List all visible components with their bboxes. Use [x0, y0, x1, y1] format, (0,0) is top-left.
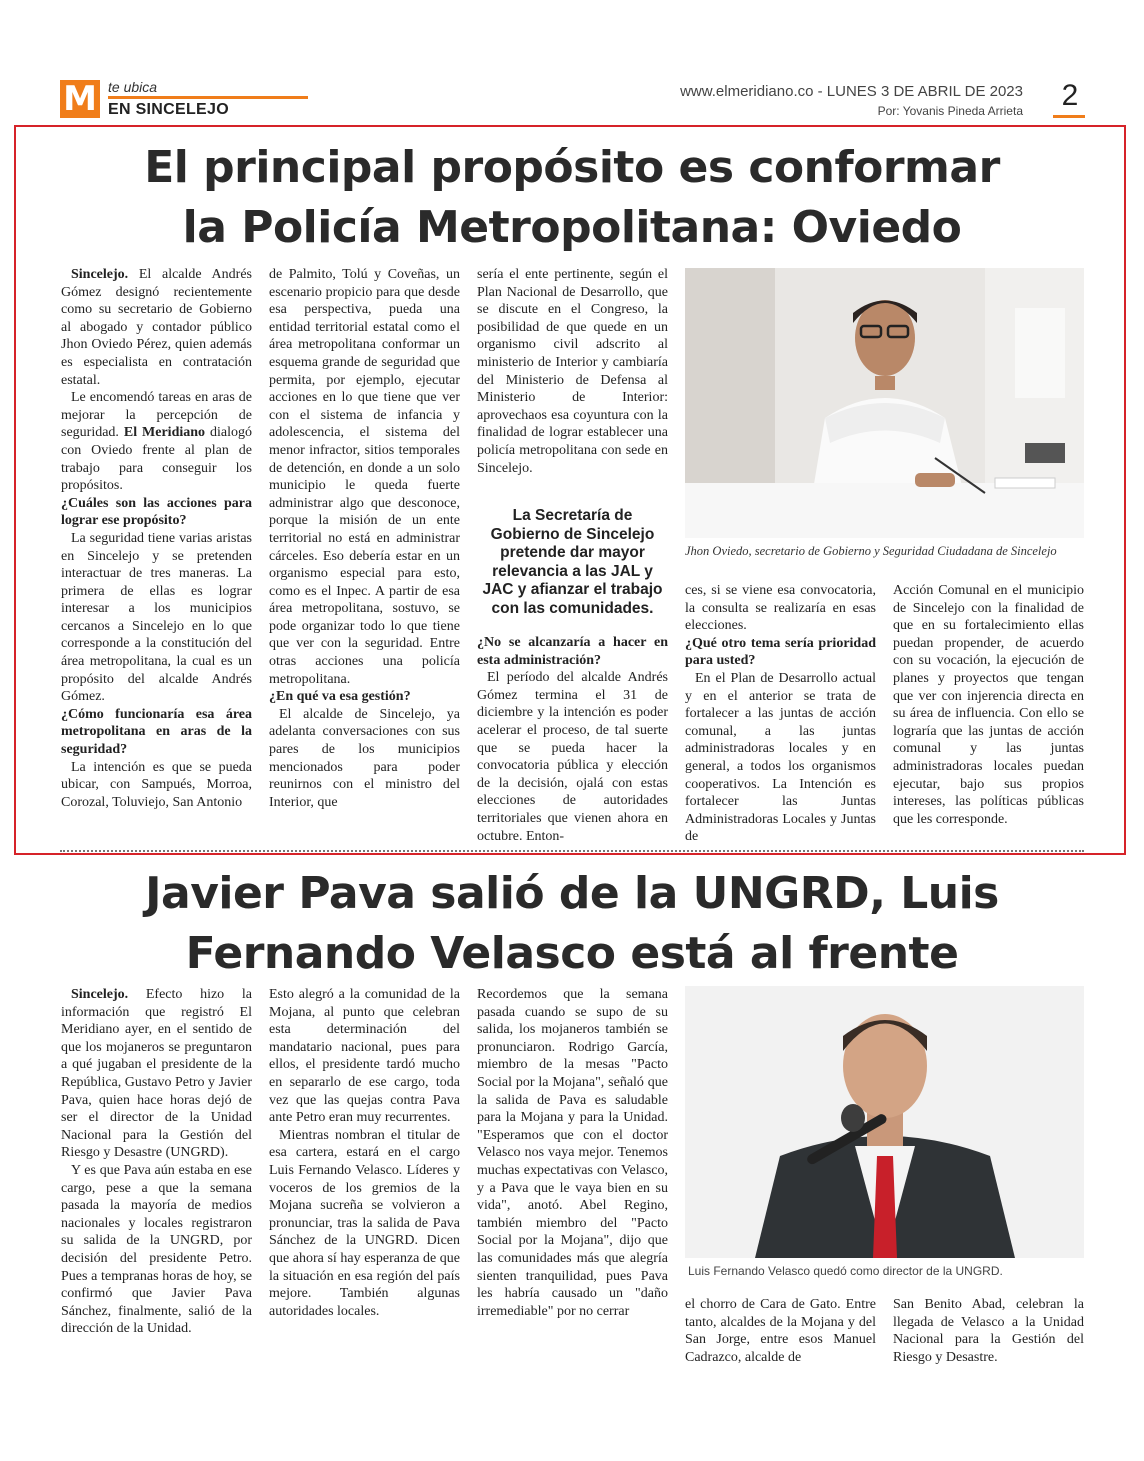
article1-column-3: [477, 266, 668, 477]
interview-question: ¿No se alcanzaría a hacer en esta administración?: [477, 635, 668, 668]
paragraph: ces, si se viene esa convocatoria, la consulta se realizaría en esas elecciones.: [685, 583, 876, 634]
paragraph: Recordemos que la semana pasada cuando se supo de su salida, los mojaneros también se pronunciaron. Rodrigo García, miembro de la mesas "Pacto Social por la Mojana", señaló que la salida de Pava es saludable para la Mojana y para la Unidad. "Esperamos que con el doctor Velasco nos vaya mejor. Tenemos muchas expectativas con Velasco, y a Pava que le vaya bien en su vida", anotó. Abel Regino, también miembro del "Pacto Social por la Mojana", dijo que las comunidades más que alegría sienten tranquilidad, pues Pava les habría causado un "daño irremediable" por no cerrar: [477, 987, 668, 1319]
article2-headline-line1: Javier Pava salió de la UNGRD, Luis: [145, 868, 999, 919]
dateline: www.elmeridiano.co - LUNES 3 DE ABRIL DE 2023: [680, 83, 1023, 100]
interview-question: ¿Cuáles son las acciones para lograr ese propósito?: [61, 495, 252, 529]
paragraph: el chorro de Cara de Gato. Entre tanto, alcaldes de la Mojana y del San Jorge, entre esos Manuel Cadrazco, alcalde de: [685, 1297, 876, 1365]
paragraph: de Palmito, Tolú y Coveñas, un escenario propicio para que desde esa perspectiva, pueda una entidad territorial estatal como el área metropolitana conformar un esquema grande de seguridad que permita, por ejemplo, ejecutar acciones en lo que tiene que ver con el sistema de infancia y adolescencia, el sistema del menor infractor, sitios temporales de detención, en donde a un solo municipio le queda fuerte administrar algo que desconoce, porque la misión de un ente territorial no está en administrar cárceles. Eso debería estar en un organismo especial para esto, como es el Inpec. A partir de esa área metropolitana, sostuvo, se pode organizar todo lo que tiene que ver con la seguridad. Entre otras acciones una policía metropolitana.: [269, 267, 460, 687]
velasco-photo: [685, 986, 1084, 1258]
interview-question: ¿Cómo funcionaría esa área metropolitana en aras de la seguridad?: [61, 706, 252, 758]
paragraph: El alcalde Andrés Gómez designó recientemente como su secretario de Gobierno al abogado y contador público Jhon Oviedo Pérez, quien además es especialista en contratación estatal.: [61, 267, 252, 388]
paragraph: Mientras nombran el titular de esa cartera, estará en el cargo Luis Fernando Velasco. Líderes y voceros de los gremios de la Mojana sucreña se volvieron a pronunciar, tras la salida de Pava Sánchez de la UNGRD. Dicen que ahora sí hay esperanza de que la situación en esa región del país mejore. También algunas autoridades locales.: [269, 1127, 460, 1319]
article2-column-1: [61, 986, 252, 1338]
dateline-lead: Sincelejo.: [71, 987, 129, 1002]
pull-quote: La Secretaría de Gobierno de Sincelejo pretende dar mayor relevancia a las JAL y JAC y afianzar el trabajo con las comunidades.: [482, 507, 663, 617]
paragraph: sería el ente pertinente, según el Plan Nacional de Desarrollo, que se discute en el Congreso, la posibilidad de que quede en un organismo civil adscrito al ministerio de Interior y cambiaría del Ministerio de Defensa al Ministerio de Interior: aprovechaos esa coyuntura con la finalidad de lograr establecer una policía metropolitana con sede en Sincelejo.: [477, 267, 668, 476]
photo-caption: Luis Fernando Velasco quedó como director de la UNGRD.: [688, 1264, 1003, 1278]
page-number-rule: [1053, 115, 1085, 118]
paper-name: El Meridiano: [123, 425, 206, 441]
article1-column-4: [685, 582, 876, 846]
article2-headline: [40, 864, 1104, 984]
interview-question: ¿Qué otro tema sería prioridad para usted?: [685, 635, 876, 669]
paragraph: Y es que Pava aún estaba en ese cargo, pese a que la semana pasada la mayoría de medios nacionales y locales registraron su salida de la UNGRD, por decisión del presidente Petro. Pues a tempranas horas de hoy, se confirmó que Javier Pava Sánchez, finalmente, salió de la dirección de la Unidad.: [61, 1162, 252, 1337]
paragraph: Esto alegró a la comunidad de la Mojana, al punto que celebran esta determinación del mandatario nacional, pues para ellos, el presidente tardó mucho en separarlo de ese cargo, toda vez que las quejas contra Pava ante Petro eran muy recurrentes.: [269, 987, 460, 1126]
paragraph: Acción Comunal en el municipio de Sincelejo con la finalidad de que en su fortalecimiento ellas puedan propender, de acuerdo con su vocación, la ejecución de planes y proyectos que tengan que ver con injerencia directa en su área de influencia. Con ello se lograría que las juntas de acción comunal y las juntas administradoras locales puedan ejecutar, bajo sus propios intereses, las políticas públicas que les corresponde.: [893, 583, 1084, 827]
article2-headline-line2: Fernando Velasco está al frente: [185, 928, 959, 979]
portrait-image: [685, 268, 1084, 538]
paragraph: Le encomendó tareas en aras de mejorar la percepción de seguridad.: [61, 390, 252, 441]
article2-column-4: [685, 1296, 876, 1366]
page-number: 2: [1061, 79, 1079, 112]
paragraph: La intención es que se pueda ubicar, con Sampués, Morroa, Corozal, Toluviejo, San Antonio: [61, 759, 252, 810]
portrait-image: [685, 986, 1084, 1258]
section-kicker: te ubica: [108, 79, 158, 95]
oviedo-photo: [685, 268, 1084, 538]
article1-headline-line1: El principal propósito es conformar: [144, 142, 1000, 193]
paragraph: En el Plan de Desarrollo actual y en el anterior se trata de fortalecer a las juntas de acción comunal, a las juntas administradoras locales y en general, a todos los organismos cooperativos. La Intención es fortalecer las Juntas Administradoras Locales y Juntas de: [685, 670, 876, 845]
article2-column-3: [477, 986, 668, 1320]
interview-question: ¿En qué va esa gestión?: [269, 689, 411, 705]
article1-headline: [40, 138, 1104, 258]
paragraph: El período del alcalde Andrés Gómez termina el 31 de diciembre y la intención es poder acelerar el proceso, de tal suerte que se pueda hacer la convocatoria pública y elección de la decisión, ojalá con estas elecciones de autoridades territoriales que vienen ahora en octubre. Enton-: [477, 670, 668, 844]
article1-column-5: [893, 582, 1084, 828]
article1-column-2: [269, 266, 460, 811]
article1-headline-line2: la Policía Metropolitana: Oviedo: [182, 202, 962, 253]
section-divider: [60, 850, 1084, 852]
article2-column-5: [893, 1296, 1084, 1366]
paragraph: Efecto hizo la información que registró El Meridiano ayer, en el sentido de que los mojaneros se preguntaron a qué jugaban el presidente de la República, Gustavo Petro y Javier Pava, quien hace horas dejó de ser el director de la Unidad Nacional para la Gestión del Riesgo y Desastre (UNGRD).: [61, 987, 252, 1161]
newspaper-logo: M: [60, 80, 100, 118]
article2-column-2: [269, 986, 460, 1320]
paragraph: La seguridad tiene varias aristas en Sincelejo y se pretenden interactuar de tres maneras. La primera de ellas es lograr interesar a los municipios cercanos a Sincelejo en lo que corresponde a la constitución del área metropolitana, la cual es un propósito del alcalde Andrés Gómez.: [61, 530, 252, 705]
section-rule: [108, 96, 308, 99]
paragraph: El alcalde de Sincelejo, ya adelanta conversaciones con sus pares de los municipios mencionados para poder reunirnos con el ministro del Interior, que: [269, 706, 460, 810]
photo-caption: Jhon Oviedo, secretario de Gobierno y Seguridad Ciudadana de Sincelejo: [685, 544, 1057, 558]
byline: Por: Yovanis Pineda Arrieta: [877, 104, 1023, 118]
section-name: EN SINCELEJO: [108, 101, 229, 118]
article1-column-1: [61, 266, 252, 811]
dateline-lead: Sincelejo.: [71, 267, 129, 282]
paragraph: San Benito Abad, celebran la llegada de Velasco a la Unidad Nacional para la Gestión del Riesgo y Desastre.: [893, 1297, 1084, 1365]
article1-column-3-lower: [477, 634, 668, 845]
paragraph: dialogó con Oviedo frente al plan de trabajo para conseguir los propósitos.: [61, 425, 252, 494]
